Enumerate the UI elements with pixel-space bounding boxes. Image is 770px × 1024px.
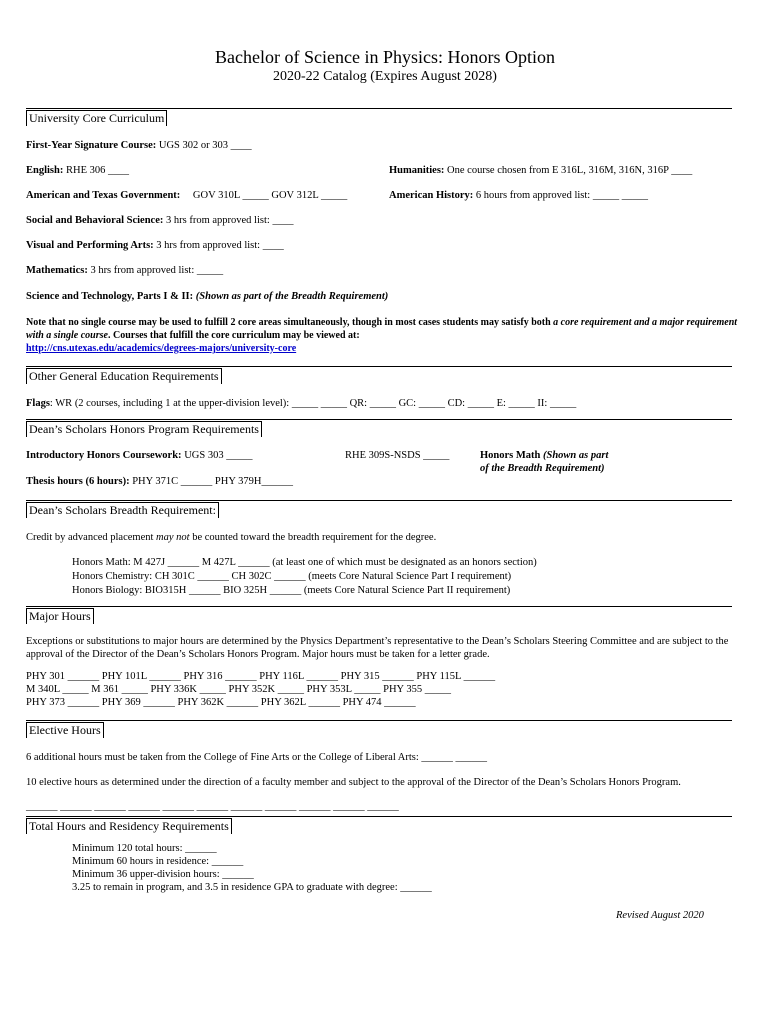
section-core bbox=[26, 110, 167, 126]
section-rule bbox=[26, 816, 732, 817]
total-hours-line: Minimum 120 total hours: ______ bbox=[72, 843, 217, 854]
honors-math-note: of the Breadth Requirement) bbox=[480, 463, 605, 474]
flags-line: Flags: WR (2 courses, including 1 at the upper-division level): _____ _____ QR: _____ GC: _____ CD: _____ E: _____ II: _____ bbox=[26, 398, 577, 409]
section-major bbox=[26, 608, 94, 624]
mathematics-line: Mathematics: 3 hrs from approved list: _____ bbox=[26, 265, 224, 276]
section-breadth bbox=[26, 502, 219, 518]
section-heading: Other General Education Requirements bbox=[26, 368, 222, 384]
section-rule bbox=[26, 108, 732, 109]
page-title: Bachelor of Science in Physics: Honors Option bbox=[215, 47, 555, 67]
credit-line: Credit by advanced placement may not be counted toward the breadth requirement for the degree. bbox=[26, 532, 437, 543]
honors-bio-breadth: Honors Biology: BIO315H ______ BIO 325H ______ (meets Core Natural Science Part II requirement) bbox=[72, 585, 511, 596]
arts-line: Visual and Performing Arts: 3 hrs from approved list: ____ bbox=[26, 240, 284, 251]
section-heading: Major Hours bbox=[26, 608, 94, 624]
section-program bbox=[26, 421, 262, 437]
honors-chem-breadth: Honors Chemistry: CH 301C ______ CH 302C ______ (meets Core Natural Science Part I requirement) bbox=[72, 571, 512, 582]
elective-text-1: 6 additional hours must be taken from the College of Fine Arts or the College of Liberal Arts: ______ ______ bbox=[26, 752, 488, 763]
core-note: Note that no single course may be used to fulfill 2 core areas simultaneously, though in most cases students may satisfy both a core requirement and a major requirement with a single course. Courses that fulfill the core curriculum may be viewed at: http://cns.utexas.edu/academics/degrees-majors/university-core bbox=[26, 317, 738, 354]
upper-division-line: Minimum 36 upper-division hours: ______ bbox=[72, 869, 254, 880]
signature-course-line: First-Year Signature Course: UGS 302 or 303 ____ bbox=[26, 140, 252, 151]
section-gened bbox=[26, 368, 222, 384]
elective-blanks: ______ ______ ______ ______ ______ ______ ______ ______ ______ ______ ______ bbox=[26, 801, 399, 812]
thesis-line: Thesis hours (6 hours): PHY 371C ______ PHY 379H______ bbox=[26, 476, 294, 487]
section-rule bbox=[26, 419, 732, 420]
social-science-line: Social and Behavioral Science: 3 hrs from approved list: ____ bbox=[26, 215, 294, 226]
major-row-1: PHY 301 ______ PHY 101L ______ PHY 316 ______ PHY 116L ______ PHY 315 ______ PHY 115L ______ bbox=[26, 671, 496, 682]
major-row-3: PHY 373 ______ PHY 369 ______ PHY 362K ______ PHY 362L ______ PHY 474 ______ bbox=[26, 697, 416, 708]
section-heading: Elective Hours bbox=[26, 722, 104, 738]
history-line: American History: 6 hours from approved list: _____ _____ bbox=[389, 190, 648, 201]
section-heading: Dean’s Scholars Honors Program Requirements bbox=[26, 421, 262, 437]
gpa-line: 3.25 to remain in program, and 3.5 in residence GPA to graduate with degree: ______ bbox=[72, 882, 432, 893]
humanities-line: Humanities: One course chosen from E 316L, 316M, 316N, 316P ____ bbox=[389, 165, 693, 176]
intro-coursework-line: Introductory Honors Coursework: UGS 303 _____ bbox=[26, 450, 253, 461]
government-line: American and Texas Government: GOV 310L _____ GOV 312L _____ bbox=[26, 190, 348, 201]
core-curriculum-link[interactable]: http://cns.utexas.edu/academics/degrees-majors/university-core bbox=[26, 343, 297, 354]
section-total bbox=[26, 818, 232, 834]
section-heading: University Core Curriculum bbox=[26, 110, 167, 126]
english-line: English: RHE 306 ____ bbox=[26, 165, 129, 176]
elective-text-2: 10 elective hours as determined under the direction of a faculty member and subject to the approval of the Director of the Dean’s Scholars Honors Program. bbox=[26, 777, 681, 788]
revised-date: Revised August 2020 bbox=[616, 910, 704, 921]
major-row-2: M 340L _____ M 361 _____ PHY 336K _____ PHY 352K _____ PHY 353L _____ PHY 355 _____ bbox=[26, 684, 451, 695]
section-heading: Total Hours and Residency Requirements bbox=[26, 818, 232, 834]
residence-hours-line: Minimum 60 hours in residence: ______ bbox=[72, 856, 244, 867]
science-line: Science and Technology, Parts I & II: (Shown as part of the Breadth Requirement) bbox=[26, 291, 389, 302]
section-rule bbox=[26, 366, 732, 367]
honors-math-breadth: Honors Math: M 427J ______ M 427L ______ (at least one of which must be designated as an honors section) bbox=[72, 557, 537, 568]
section-rule bbox=[26, 606, 732, 607]
rhe-line: RHE 309S-NSDS _____ bbox=[345, 450, 450, 461]
section-rule bbox=[26, 500, 732, 501]
section-rule bbox=[26, 720, 732, 721]
honors-math-line: Honors Math (Shown as part bbox=[480, 450, 609, 461]
major-text: Exceptions or substitutions to major hours are determined by the Physics Department’s representative to the Dean’s Scholars Steering Committee and are subject to the approval of the Director of the Dean’s Scholars Honors Program. Major hours must be taken for a letter grade. bbox=[26, 636, 729, 660]
section-elective bbox=[26, 722, 104, 738]
section-heading: Dean’s Scholars Breadth Requirement: bbox=[26, 502, 219, 518]
page-subtitle: 2020-22 Catalog (Expires August 2028) bbox=[273, 69, 497, 84]
